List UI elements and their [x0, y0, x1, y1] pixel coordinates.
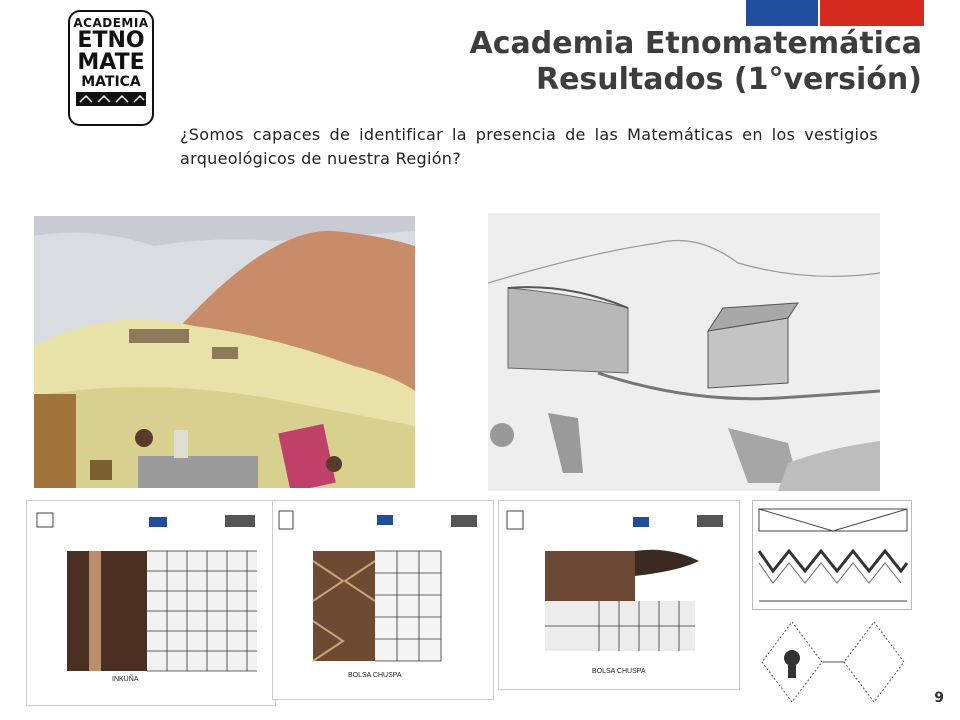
landscape-drawing-image — [34, 216, 415, 488]
title-line1: Academia Etnomatemática — [469, 26, 922, 61]
worksheet-bolsa-chuspa-1-image — [272, 500, 494, 700]
title-line2: Resultados (1°versión) — [535, 62, 922, 97]
worksheet-bolsa-chuspa-2-image — [498, 500, 740, 690]
pencil-sketch-image — [488, 213, 880, 491]
logo-text-line2: ETNO — [77, 28, 145, 53]
worksheet-inkuna-image — [26, 500, 276, 706]
logo-pattern-icon — [76, 92, 146, 106]
caption-bolsa-chuspa-1: BOLSA CHUSPA — [348, 672, 402, 679]
caption-inkuna: INKUÑA — [112, 676, 139, 683]
logo-text-line1: ACADEMIA — [73, 16, 149, 30]
flag-stripe-red — [820, 0, 924, 26]
page-title — [470, 26, 922, 98]
caption-bolsa-chuspa-2: BOLSA CHUSPA — [592, 668, 646, 675]
logo-text-line3: MATE — [77, 50, 145, 75]
academia-logo — [68, 10, 154, 126]
page-number: 9 — [934, 690, 944, 706]
question-text: ¿Somos capaces de identificar la presencia de las Matemáticas en los vestigios arqueológicos de nuestra Región? — [180, 125, 878, 168]
zigzag-pattern-drawing-image — [752, 500, 912, 610]
flag-stripe-blue — [746, 0, 818, 26]
logo-text-line4: MATICA — [81, 74, 141, 90]
diamond-pattern-drawing-image — [752, 614, 914, 710]
